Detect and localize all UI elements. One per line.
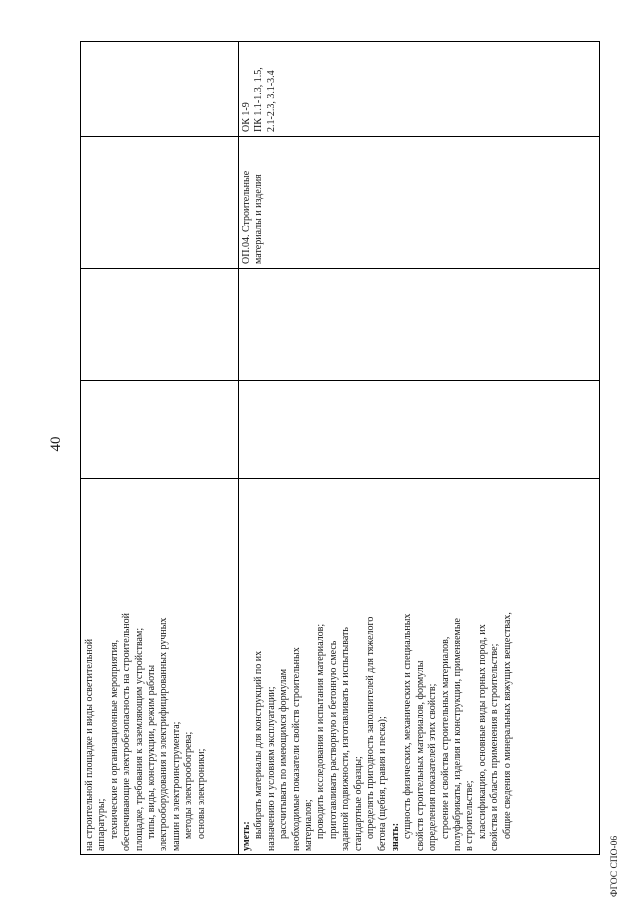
text-line: стандартные образцы; — [352, 756, 364, 851]
text-line: типы, виды, конструкции, режим работы — [146, 664, 158, 839]
competency-line: ПК 1.1-1.3, 1.5, — [253, 67, 265, 132]
text-line: знать: — [389, 822, 401, 851]
text-line: проводить исследования и испытания материалов; — [315, 623, 327, 839]
column-divider — [81, 380, 599, 381]
text-line: свойства и область применения в строительстве; — [489, 643, 501, 851]
text-line: полуфабрикаты, изделия и конструкции, применяемые — [451, 618, 463, 851]
text-line: общие сведения о минеральных вяжущих веществах, — [501, 612, 513, 839]
competency-line: ОК 1-9 — [241, 102, 252, 132]
text-line: машин и электроинструмента; — [170, 721, 182, 851]
text-line: рассчитывать по имеющимся формулам — [278, 668, 290, 839]
requirements-op04 — [241, 481, 514, 851]
discipline-line: ОП.04. Строительные — [241, 170, 252, 264]
text-line: методы электрообогрева; — [183, 731, 195, 839]
text-line: строение и свойства строительных материалов, — [439, 636, 451, 839]
text-line: свойств строительных материалов, формулы — [414, 660, 426, 851]
text-line: электрооборудования и электрифицированных ручных — [158, 617, 170, 851]
text-line: в строительстве; — [464, 780, 476, 851]
text-line: на строительной площадке и виды осветительной — [84, 638, 95, 851]
competency-line: 2.1-2.3, 3.1-3.4 — [265, 70, 277, 132]
footer-code: ФГОС СПО-06 — [610, 835, 620, 897]
text-line: назначению и условиям эксплуатации; — [265, 686, 277, 851]
column-divider — [81, 136, 599, 137]
discipline-line: материалы и изделия — [253, 174, 265, 264]
requirements-continuation — [84, 481, 208, 851]
page-number: 40 — [48, 436, 64, 452]
text-line: приготавливать растворную и бетонную смесь — [327, 640, 339, 839]
text-line: технические и организационные мероприятия, — [108, 639, 120, 839]
text-line: бетона (щебня, гравия и песка); — [377, 716, 389, 851]
text-line: классификацию, основные виды горных пород, их — [476, 624, 488, 839]
competencies — [241, 40, 278, 132]
text-line: выбирать материалы для конструкций по их — [253, 650, 265, 839]
discipline-name — [241, 139, 266, 264]
column-divider — [81, 478, 599, 479]
text-line: аппаратуры; — [96, 798, 108, 851]
text-line: материалов; — [303, 799, 315, 851]
text-line: заданной подвижности, изготавливать и испытывать — [340, 627, 352, 851]
text-line: необходимые показатели свойств строительных — [290, 647, 302, 851]
text-line: обеспечивающие электробезопасность на строительной — [121, 613, 133, 851]
column-divider — [81, 268, 599, 269]
text-line: основы электроники; — [195, 748, 207, 839]
text-line: площадке, требования к заземляющим устройствам; — [133, 627, 145, 851]
text-line: определения показателей этих свойств; — [427, 683, 439, 851]
text-line: определять пригодность заполнителей для тяжелого — [365, 616, 377, 839]
row-divider — [238, 42, 239, 854]
curriculum-table — [80, 41, 600, 855]
text-line: сущность физических, механических и специальных — [402, 613, 414, 839]
text-line: уметь: — [241, 821, 252, 851]
